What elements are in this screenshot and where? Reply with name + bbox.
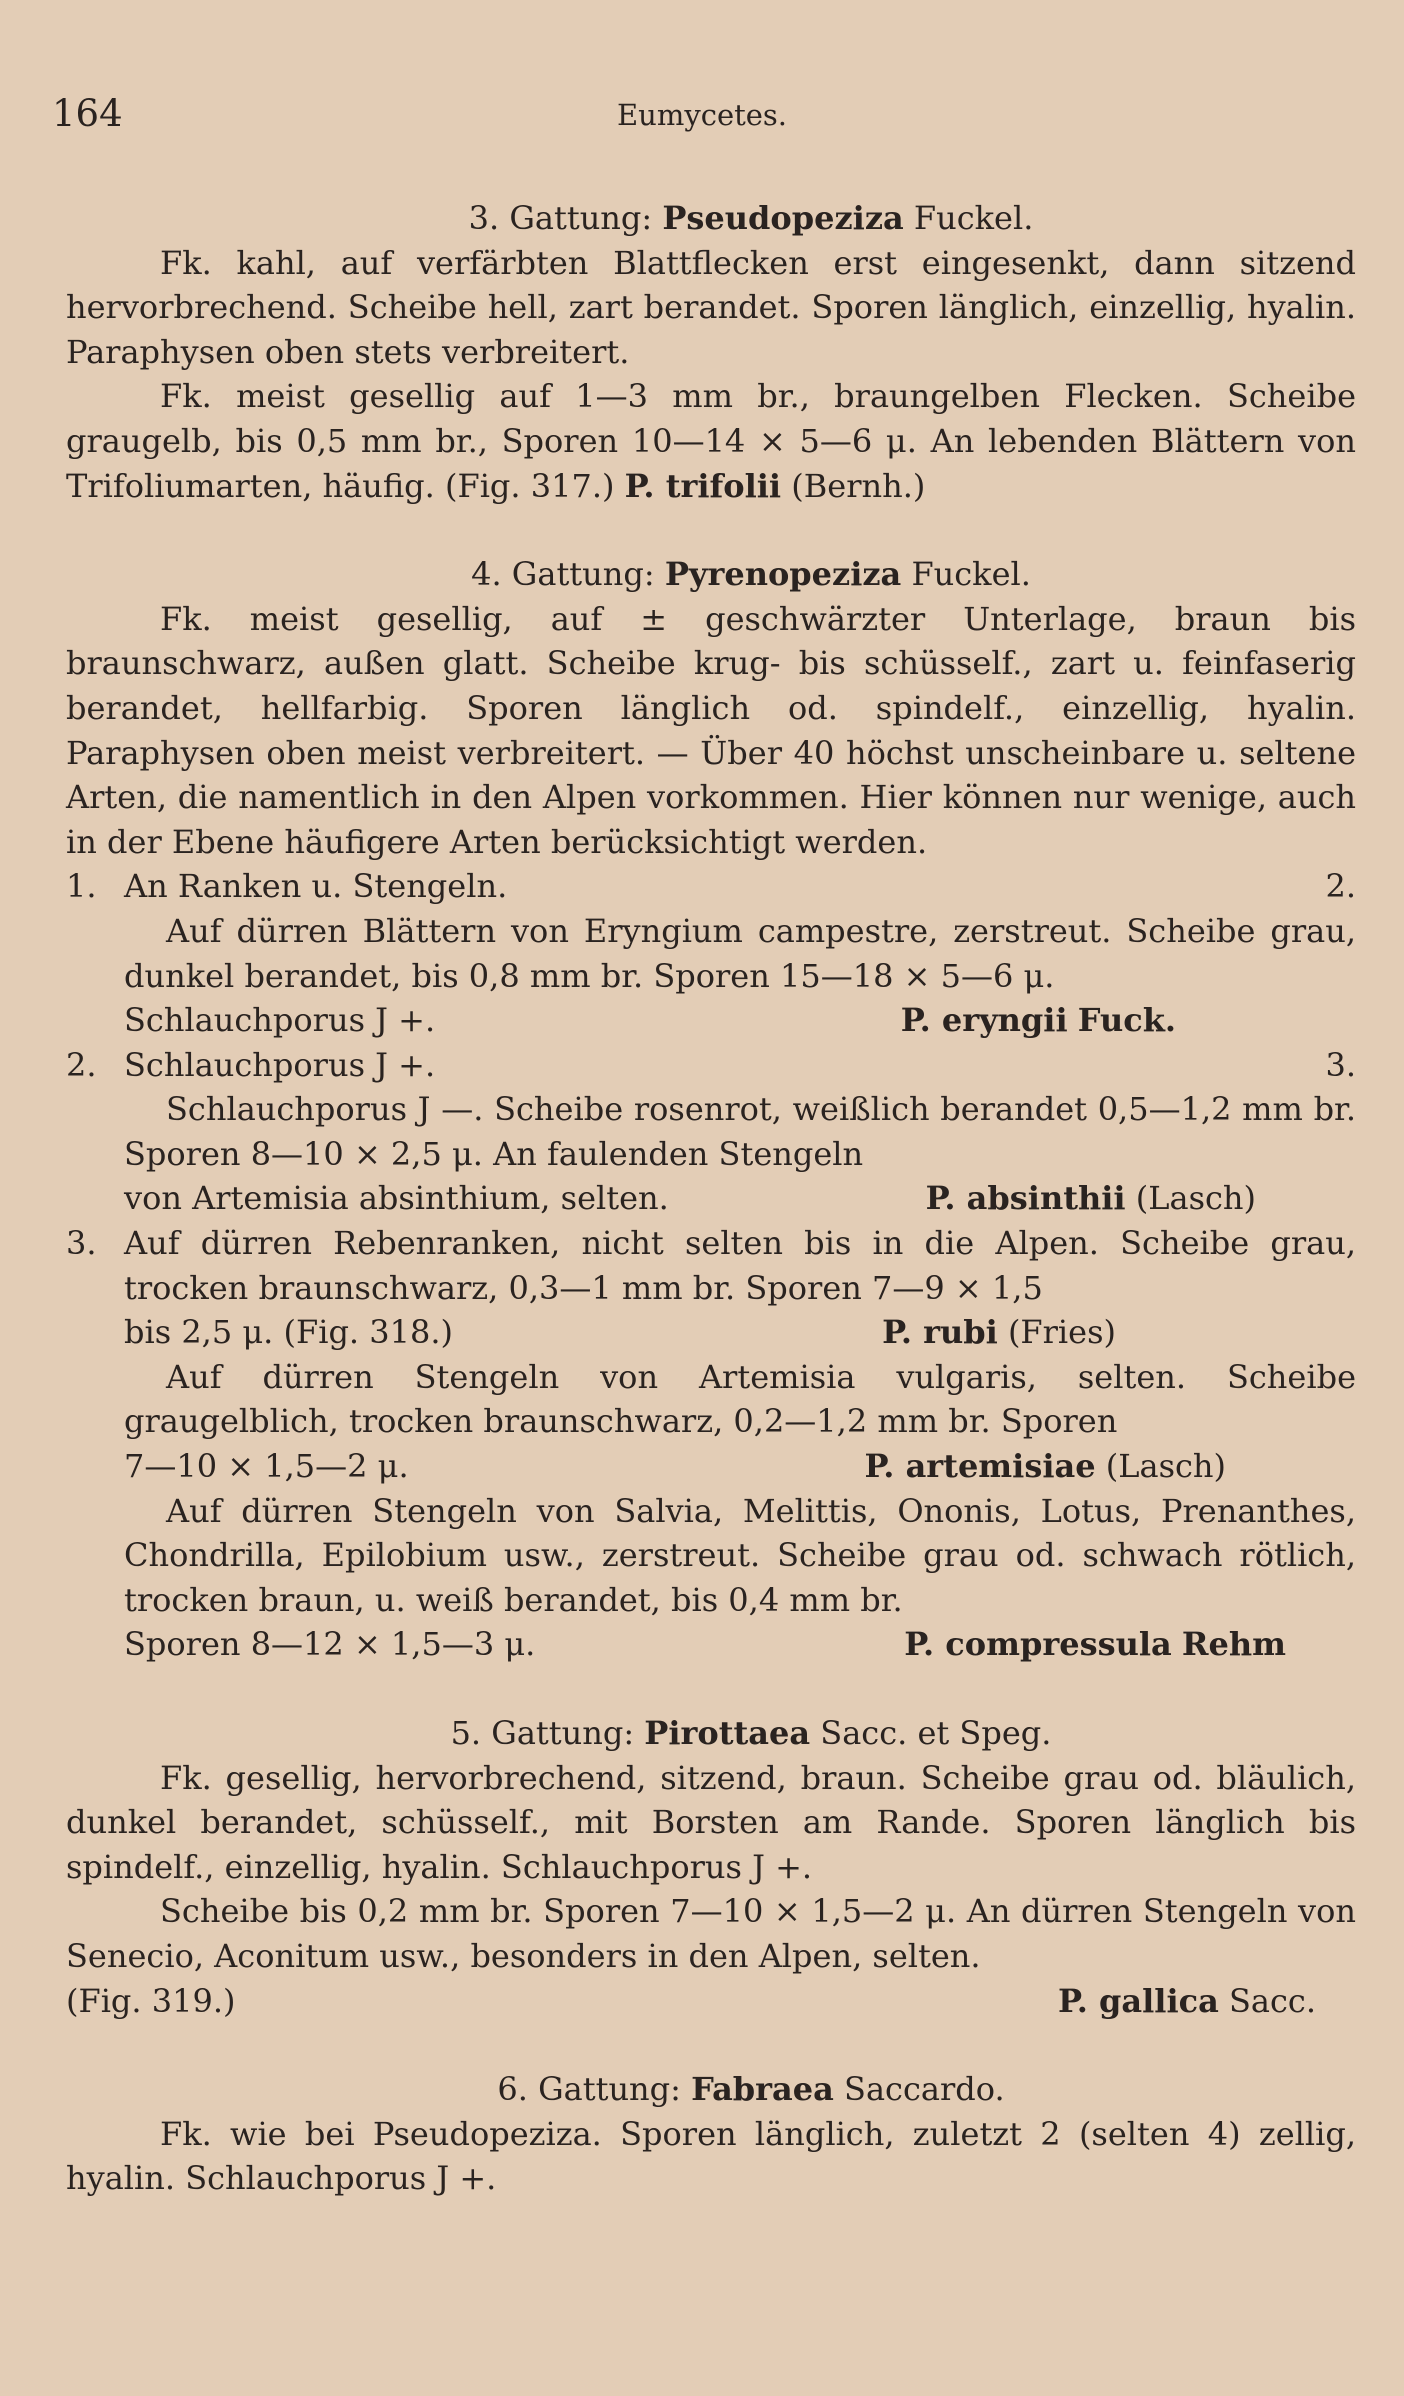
species-name: P. trifolii <box>624 466 782 505</box>
genus-description: Fk. kahl, auf verfärbten Blattflecken erst eingesenkt, dann sitzend hervorbrechend. Scheibe hell, zart berandet. Sporen länglich, einzellig, hyalin. Paraphysen oben stets verbreitert. <box>66 243 1356 371</box>
species-name: P. compressula <box>904 1625 1172 1664</box>
page-number: 164 <box>52 92 123 135</box>
key-entry: 2. Schlauchporus J +. 3. <box>66 1045 1356 1084</box>
genus-description: Fk. meist gesellig, auf ± geschwärzter Unterlage, braun bis braunschwarz, außen glatt. Scheibe krug- bis schüsself., zart u. feinfaserig berandet, hellfarbig. Sporen länglich od. spindelf., einzellig, hyalin. Paraphysen oben meist verbreitert. — Über 40 höchst unscheinbare u. seltene Arten, die namentlich in den Alpen vorkommen. Hier können nur wenige, auch in der Ebene häufigere Arten berücksichtigt werden. <box>66 599 1356 861</box>
key-entry: 3. Auf dürren Rebenranken, nicht selten bis in die Alpen. Scheibe grau, trocken braunschwarz, 0,3—1 mm br. Sporen 7—9 × 1,5 <box>66 1224 1356 1307</box>
genus-heading: 6. Gattung: Fabraea Saccardo. <box>497 2070 1005 2109</box>
species-description: Fk. meist gesellig auf 1—3 mm br., braungelben Flecken. Scheibe graugelb, bis 0,5 mm br., Sporen 10—14 × 5—6 μ. An lebenden Blättern von Trifoliumarten, häufig. (Fig. 317.) P. trifolii (Bernh.) <box>66 377 1356 505</box>
species-name: P. gallica <box>1057 1981 1219 2020</box>
species-name: P. artemisiae <box>864 1447 1096 1486</box>
key-alternative: Auf dürren Blättern von Eryngium campestre, zerstreut. Scheibe grau, dunkel berandet, bis 0,8 mm br. Sporen 15—18 × 5—6 μ. Schlauchporus J +. P. eryngii Fuck. <box>124 911 1356 1040</box>
key-entry: 1. An Ranken u. Stengeln. 2. <box>66 867 1356 906</box>
key-alternative: Auf dürren Stengeln von Salvia, Melittis, Ononis, Lotus, Prenanthes, Chondrilla, Epilobium usw., zerstreut. Scheibe grau od. schwach rötlich, trocken braun, u. weiß berandet, bis 0,4 mm br. Sporen 8—12 × 1,5—3 μ. P. compressula Rehm <box>124 1491 1356 1664</box>
genus-description: Fk. wie bei Pseudopeziza. Sporen länglich, zuletzt 2 (selten 4) zellig, hyalin. Schlauchporus J +. <box>66 2114 1356 2198</box>
species-name: P. eryngii <box>900 1001 1068 1040</box>
page-content <box>66 196 1356 2201</box>
genus-heading: 4. Gattung: Pyrenopeziza Fuckel. <box>471 555 1031 594</box>
key-alternative: bis 2,5 μ. (Fig. 318.) P. rubi (Fries) <box>124 1313 1116 1352</box>
running-header <box>52 92 1352 142</box>
genus-heading: 5. Gattung: Pirottaea Sacc. et Speg. <box>450 1714 1052 1752</box>
running-title: Eumycetes. <box>616 98 788 132</box>
species-name: P. rubi <box>882 1313 998 1352</box>
species-description: Scheibe bis 0,2 mm br. Sporen 7—10 × 1,5—2 μ. An dürren Stengeln von Senecio, Aconitum usw., besonders in den Alpen, selten. (Fig. 319.) P. gallica Sacc. <box>66 1892 1356 2020</box>
species-name: P. absinthii <box>925 1179 1126 1218</box>
key-alternative: Auf dürren Stengeln von Artemisia vulgaris, selten. Scheibe graugelblich, trocken braunschwarz, 0,2—1,2 mm br. Sporen 7—10 × 1,5—2 μ. P. artemisiae (Lasch) <box>124 1357 1356 1486</box>
genus-description: Fk. gesellig, hervorbrechend, sitzend, braun. Scheibe grau od. bläulich, dunkel berandet, schüsself., mit Borsten am Rande. Sporen länglich bis spindelf., einzellig, hyalin. Schlauchporus J +. <box>66 1758 1356 1886</box>
genus-heading: 3. Gattung: Pseudopeziza Fuckel. <box>468 199 1034 237</box>
key-alternative: Schlauchporus J —. Scheibe rosenrot, weißlich berandet 0,5—1,2 mm br. Sporen 8—10 × 2,5 μ. An faulenden Stengeln von Artemisia absinthium, selten. P. absinthii (Lasch) <box>124 1090 1356 1218</box>
